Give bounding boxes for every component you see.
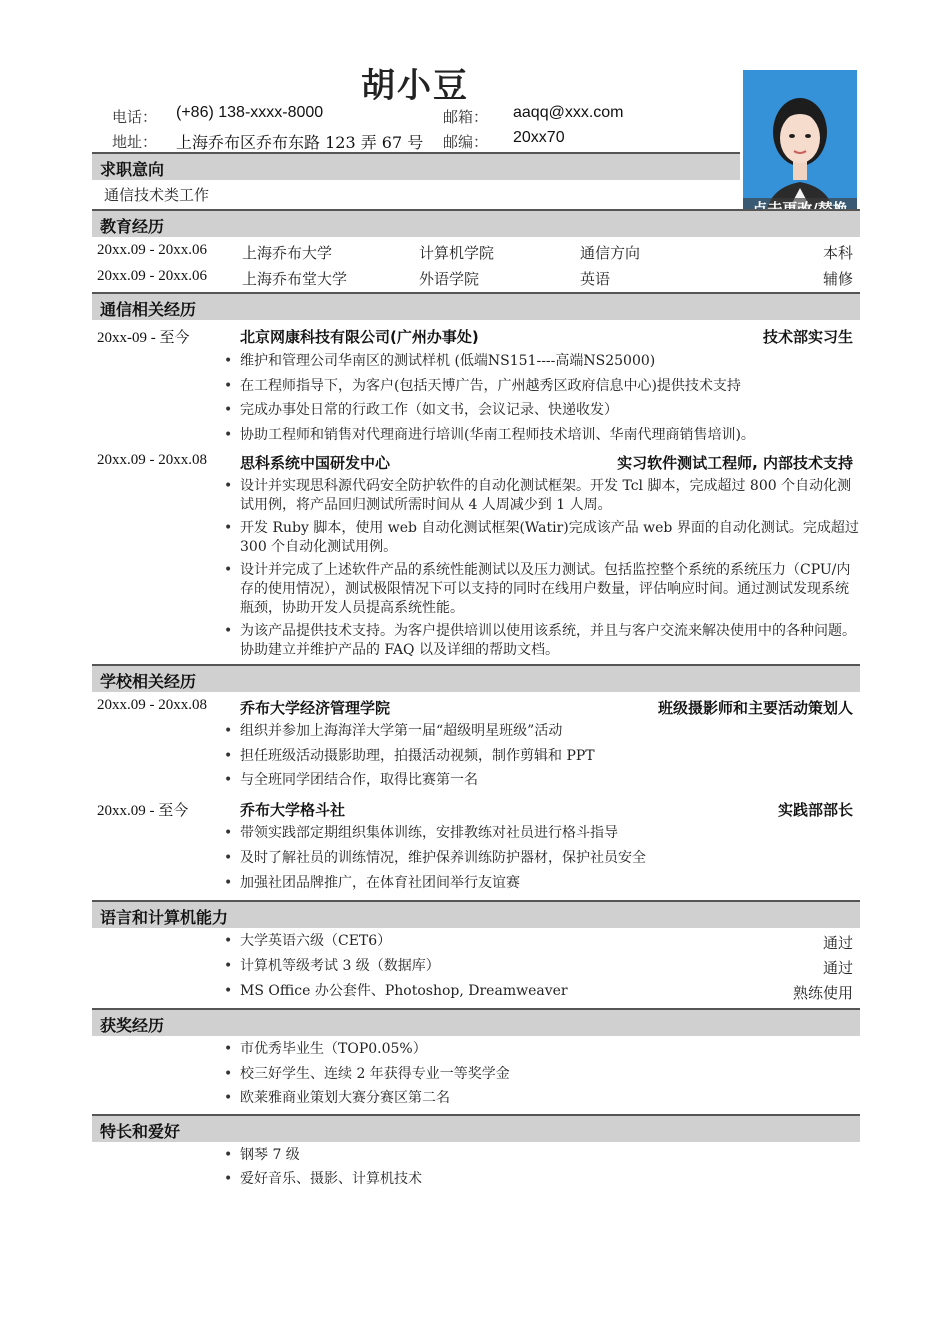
edu-school: 上海乔布大学 [242,244,333,262]
email-value: aaqq@xxx.com [513,104,624,121]
edu-major: 通信方向 [580,244,641,262]
exp-role: 实习软件测试工程师, 内部技术支持 [617,454,853,472]
exp-date: 20xx.09 - 至今 [97,803,189,819]
list-item: • 设计并实现思科源代码安全防护软件的自动化测试框架。开发 Tcl 脚本，完成超过 800 个自动化测试用例，将产品回归测试所需时间从 4 人周减少到 1 人周。 [240,477,860,515]
phone-value: (+86) 138-xxxx-8000 [176,104,324,121]
list-item: • 维护和管理公司华南区的测试样机 (低端NS151----高端NS25000) [240,352,860,371]
candidate-name: 胡小豆 [361,66,469,106]
list-item: • 欧莱雅商业策划大赛分赛区第二名 [240,1089,860,1108]
phone-label: 电话： [112,108,158,126]
list-item: • 完成办事处日常的行政工作（如文书，会议记录、快递收发） [240,401,860,420]
exp-date: 20xx.09 - 20xx.08 [97,452,207,468]
section-education: 教育经历 [92,209,860,237]
list-item: • 计算机等级考试 3 级（数据库） [240,957,860,976]
edu-college: 计算机学院 [419,244,495,262]
zip-value: 20xx70 [513,129,565,146]
list-item: • 大学英语六级（CET6） [240,932,860,951]
exp-role: 技术部实习生 [762,328,853,346]
list-item: • 组织并参加上海海洋大学第一届“超级明星班级”活动 [240,722,860,741]
list-item: • 与全班同学团结合作，取得比赛第一名 [240,771,860,790]
exp-role: 实践部部长 [777,801,853,819]
skill-level: 熟练使用 [792,984,853,1002]
zip-label: 邮编： [443,133,489,151]
address-label: 地址： [112,133,158,151]
section-objective: 求职意向 [92,152,740,180]
exp-date: 20xx-09 - 至今 [97,330,190,346]
list-item: • 及时了解社员的训练情况，维护保养训练防护器材，保护社员安全 [240,849,860,868]
list-item: • 开发 Ruby 脚本，使用 web 自动化测试框架(Watir)完成该产品 web 界面的自动化测试。完成超过 300 个自动化测试用例。 [240,519,860,557]
list-item: • 校三好学生、连续 2 年获得专业一等奖学金 [240,1065,860,1084]
exp-role: 班级摄影师和主要活动策划人 [657,699,853,717]
list-item: • 设计并完成了上述软件产品的系统性能测试以及压力测试。包括监控整个系统的系统压力（CPU/内存的使用情况），测试极限情况下可以支持的同时在线用户数量，评估响应时间。通过测试发现系统瓶颈，协助开发人员提高系统性能。 [240,561,860,618]
list-item: • 钢琴 7 级 [240,1146,860,1165]
list-item: • MS Office 办公套件、Photoshop, Dreamweaver [240,982,860,1001]
list-item: • 市优秀毕业生（TOP0.05%） [240,1040,860,1059]
exp-org: 乔布大学格斗社 [240,801,346,819]
section-school: 学校相关经历 [92,664,860,692]
skill-level: 通过 [822,959,853,977]
edu-date: 20xx.09 - 20xx.06 [97,242,207,258]
section-telecom: 通信相关经历 [92,292,860,320]
list-item: • 为该产品提供技术支持。为客户提供培训以使用该系统，并且与客户交流来解决使用中的各种问题。协助建立并维护产品的 FAQ 以及详细的帮助文档。 [240,622,860,660]
address-value: 上海乔布区乔布东路 123 弄 67 号 [176,133,424,152]
edu-degree: 本科 [822,244,853,262]
exp-org: 思科系统中国研发中心 [240,454,391,472]
section-skills: 语言和计算机能力 [92,900,860,928]
list-item: • 加强社团品牌推广，在体育社团间举行友谊赛 [240,874,860,893]
edu-major: 英语 [580,270,611,288]
list-item: • 爱好音乐、摄影、计算机技术 [240,1170,860,1189]
edu-school: 上海乔布堂大学 [242,270,348,288]
section-awards: 获奖经历 [92,1008,860,1036]
exp-org: 北京网康科技有限公司(广州办事处) [240,328,479,346]
edu-date: 20xx.09 - 20xx.06 [97,268,207,284]
edu-college: 外语学院 [419,270,480,288]
skill-level: 通过 [822,934,853,952]
exp-date: 20xx.09 - 20xx.08 [97,697,207,713]
list-item: • 协助工程师和销售对代理商进行培训(华南工程师技术培训、华南代理商销售培训)。 [240,426,860,445]
exp-org: 乔布大学经济管理学院 [240,699,391,717]
edu-degree: 辅修 [822,270,853,288]
list-item: • 在工程师指导下，为客户(包括天博广告，广州越秀区政府信息中心)提供技术支持 [240,377,860,396]
email-label: 邮箱： [443,108,489,126]
list-item: • 带领实践部定期组织集体训练，安排教练对社员进行格斗指导 [240,824,860,843]
section-hobbies: 特长和爱好 [92,1114,860,1142]
objective-text: 通信技术类工作 [104,186,210,204]
list-item: • 担任班级活动摄影助理，拍摄活动视频，制作剪辑和 PPT [240,747,860,766]
